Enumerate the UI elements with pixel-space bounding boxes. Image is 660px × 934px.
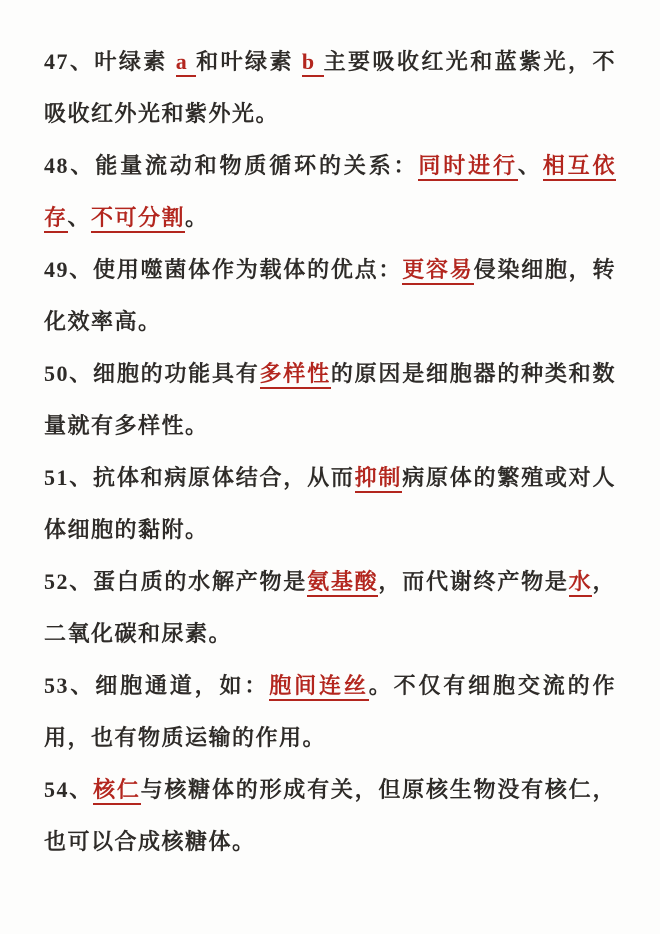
note-item-53 bbox=[44, 660, 616, 764]
note-item-52 bbox=[44, 556, 616, 660]
note-item-49 bbox=[44, 244, 616, 348]
note-text: 的原因是细胞器的种类和数量就有多样性。 bbox=[44, 361, 616, 438]
highlighted-term: 同时进行 bbox=[418, 153, 517, 181]
highlighted-term: 更容易 bbox=[402, 257, 473, 285]
highlighted-term: 氨基酸 bbox=[307, 569, 378, 597]
note-text: 51、抗体和病原体结合，从而 bbox=[44, 465, 355, 490]
note-item-51 bbox=[44, 452, 616, 556]
note-text: 47、叶绿素 bbox=[44, 49, 176, 74]
note-text: 。不仅有细胞交流的作用，也有物质运输的作用。 bbox=[44, 673, 616, 750]
note-text: 和叶绿素 bbox=[196, 49, 302, 74]
highlighted-term: b bbox=[302, 49, 324, 77]
note-text: ，而代谢终产物是 bbox=[378, 569, 569, 594]
highlighted-term: 抑制 bbox=[355, 465, 403, 493]
highlighted-term: a bbox=[176, 49, 196, 77]
highlighted-term: 核仁 bbox=[93, 777, 141, 805]
note-text: ，二氧化碳和尿素。 bbox=[44, 569, 616, 646]
highlighted-term: 胞间连丝 bbox=[269, 673, 368, 701]
note-item-54 bbox=[44, 764, 616, 868]
note-text: 。 bbox=[185, 205, 209, 230]
note-text: 48、能量流动和物质循环的关系： bbox=[44, 153, 419, 178]
note-text: 、 bbox=[67, 205, 92, 230]
note-text: 、 bbox=[517, 153, 543, 178]
note-text: 与核糖体的形成有关，但原核生物没有核仁，也可以合成核糖体。 bbox=[44, 777, 616, 854]
note-item-50 bbox=[44, 348, 616, 452]
highlighted-term: 相互依存 bbox=[44, 153, 616, 233]
note-text: 侵染细胞，转化效率高。 bbox=[44, 257, 616, 334]
note-text: 52、蛋白质的水解产物是 bbox=[44, 569, 308, 594]
note-text: 50、细胞的功能具有 bbox=[44, 361, 260, 386]
highlighted-term: 不可分割 bbox=[91, 205, 185, 233]
note-item-48 bbox=[44, 140, 616, 244]
notes-list bbox=[44, 36, 616, 868]
highlighted-term: 多样性 bbox=[260, 361, 331, 389]
highlighted-term: 水 bbox=[569, 569, 593, 597]
note-text: 49、使用噬菌体作为载体的优点： bbox=[44, 257, 403, 282]
note-item-47 bbox=[44, 36, 616, 140]
note-text: 54、 bbox=[44, 777, 94, 802]
note-text: 主要吸收红光和蓝紫光，不吸收红外光和紫外光。 bbox=[44, 49, 616, 126]
note-text: 病原体的繁殖或对人体细胞的黏附。 bbox=[44, 465, 616, 542]
note-text: 53、细胞通道，如： bbox=[44, 673, 270, 698]
